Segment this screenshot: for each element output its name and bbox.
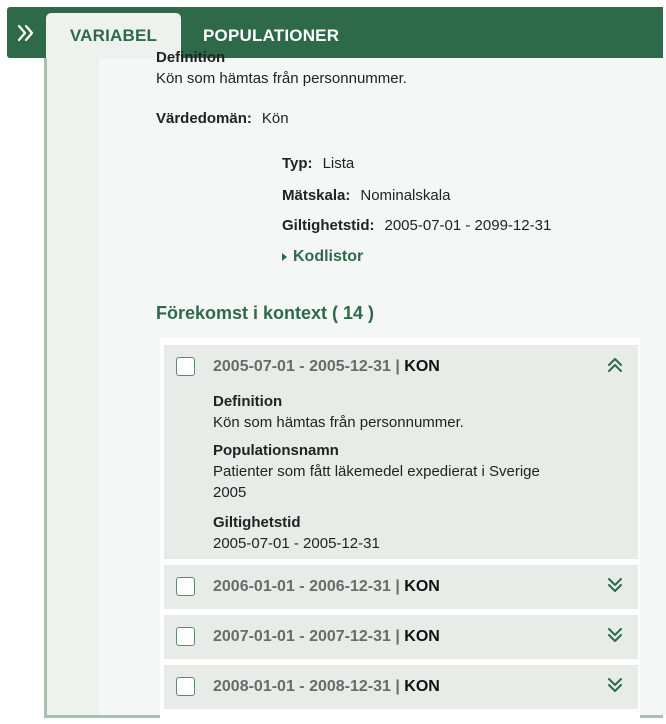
variable-content[interactable] <box>99 49 666 715</box>
list-item-header[interactable] <box>164 615 638 659</box>
list-item <box>164 345 638 559</box>
typ-value: Lista <box>322 155 355 172</box>
matskala-row <box>282 187 450 204</box>
item-range: 2007-01-01 - 2007-12-31 <box>213 628 391 645</box>
definition-heading: Definition <box>156 49 226 66</box>
matskala-label: Mätskala: <box>282 187 351 204</box>
item-title <box>213 578 440 596</box>
item-definition <box>213 391 464 433</box>
double-chevron-down-icon[interactable] <box>606 575 624 595</box>
vardedoman-label: Värdedomän: <box>156 110 252 127</box>
matskala-value: Nominalskala <box>360 187 451 204</box>
item-code: KON <box>404 628 440 645</box>
kodlistor-label: Kodlistor <box>293 248 364 265</box>
giltighet-row <box>282 217 551 234</box>
item-title <box>213 678 440 696</box>
item-separator: | <box>390 358 405 375</box>
item-code: KON <box>404 678 440 695</box>
giltighet-label: Giltighetstid: <box>282 217 375 234</box>
item-checkbox[interactable] <box>176 627 195 646</box>
top-bar <box>7 7 663 58</box>
item-population-label: Populationsnamn <box>213 442 339 459</box>
vardedoman-value: Kön <box>261 110 289 127</box>
item-definition-label: Definition <box>213 393 283 410</box>
item-giltighet-label: Giltighetstid <box>213 514 301 531</box>
kodlistor-toggle[interactable] <box>282 248 363 266</box>
item-giltighet <box>213 512 380 554</box>
list-item <box>164 565 638 609</box>
forekomst-heading: Förekomst i kontext ( 14 ) <box>156 303 375 323</box>
item-separator: | <box>390 678 405 695</box>
double-chevron-up-icon[interactable] <box>606 355 624 375</box>
item-title <box>213 628 440 646</box>
list-item <box>164 615 638 659</box>
collapse-panel-button[interactable] <box>7 7 45 58</box>
item-checkbox[interactable] <box>176 357 195 376</box>
tab-variabel[interactable]: VARIABEL <box>46 13 181 58</box>
double-chevron-down-icon[interactable] <box>606 625 624 645</box>
giltighet-value: 2005-07-01 - 2099-12-31 <box>384 217 552 234</box>
definition-text: Kön som hämtas från personnummer. <box>156 70 407 87</box>
tab-populationer[interactable]: POPULATIONER <box>203 25 340 45</box>
item-population-line1: Patienter som fått läkemedel expedierat i Sverige <box>213 463 540 480</box>
item-code: KON <box>404 358 440 375</box>
item-range: 2005-07-01 - 2005-12-31 <box>213 358 391 375</box>
item-checkbox[interactable] <box>176 577 195 596</box>
vardedoman-row <box>156 110 289 127</box>
item-code: KON <box>404 578 440 595</box>
double-chevron-down-icon[interactable] <box>606 675 624 695</box>
item-range: 2008-01-01 - 2008-12-31 <box>213 678 391 695</box>
typ-label: Typ: <box>282 155 313 172</box>
variable-panel <box>44 49 663 718</box>
list-item <box>164 665 638 709</box>
context-list <box>160 338 640 718</box>
item-range: 2006-01-01 - 2006-12-31 <box>213 578 391 595</box>
list-item-header[interactable] <box>164 665 638 709</box>
list-item-header[interactable] <box>164 565 638 609</box>
list-item-header[interactable] <box>164 345 638 389</box>
item-definition-text: Kön som hämtas från personnummer. <box>213 414 464 431</box>
item-population <box>213 440 540 503</box>
item-giltighet-value: 2005-07-01 - 2005-12-31 <box>213 535 380 552</box>
item-title <box>213 358 440 376</box>
item-separator: | <box>390 628 405 645</box>
item-separator: | <box>390 578 405 595</box>
item-checkbox[interactable] <box>176 677 195 696</box>
item-population-line2: 2005 <box>213 484 247 501</box>
caret-right-icon <box>282 253 287 261</box>
double-chevron-right-icon <box>16 24 36 42</box>
typ-row <box>282 155 354 172</box>
